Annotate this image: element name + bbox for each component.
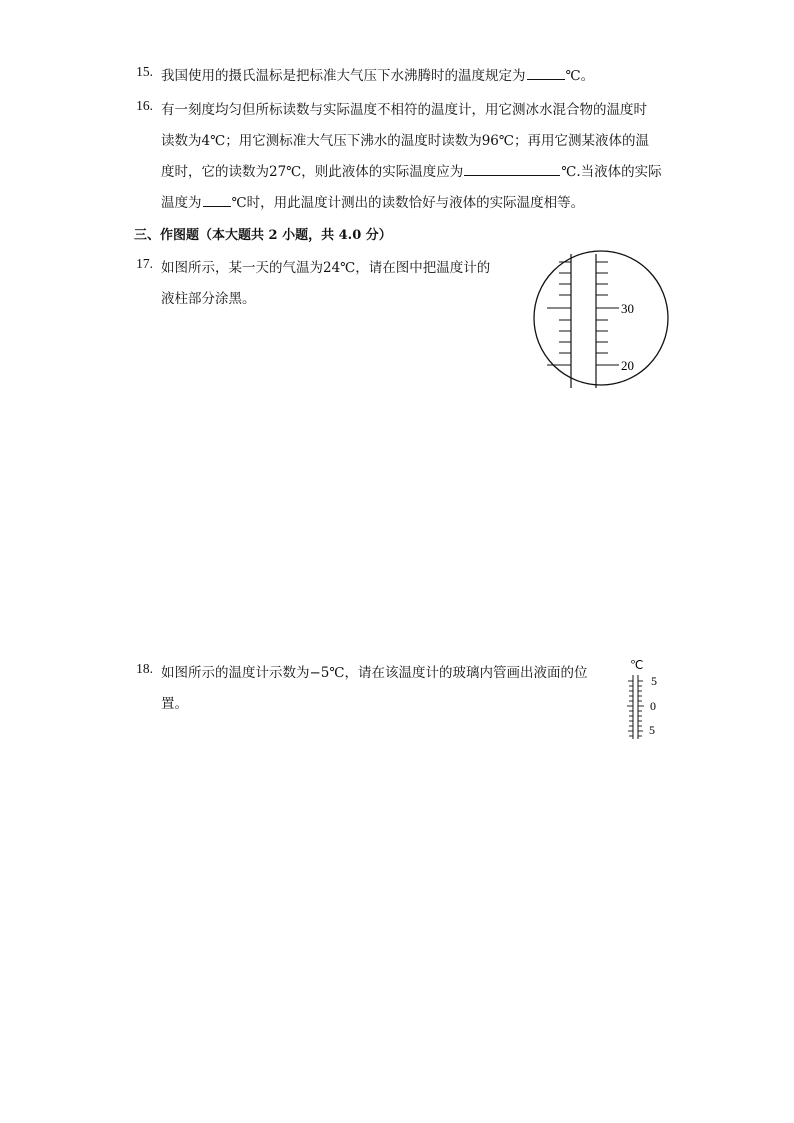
scale-label-30: 30 <box>621 301 634 316</box>
question-text-part: ℃.当液体的实际 <box>561 164 662 180</box>
question-number: 16. <box>136 98 153 113</box>
question-line: 有一刻度均匀但所标读数与实际温度不相符的温度计，用它测冰水混合物的温度时 <box>161 102 647 118</box>
scale-ticks <box>547 262 619 365</box>
answer-blank[interactable] <box>203 192 231 207</box>
thermometer-tube[interactable] <box>571 254 596 388</box>
thermometer-tube[interactable] <box>633 675 638 739</box>
question-line: 置。 <box>161 696 188 712</box>
unit-label: ℃ <box>630 658 644 672</box>
thermometer-figure[interactable] <box>515 248 695 394</box>
question-line: 读数为4℃；用它测标准大气压下沸水的温度时读数为96℃；再用它测某液体的温 <box>161 133 649 149</box>
question-number: 15. <box>136 64 153 79</box>
question-text <box>161 64 594 84</box>
small-thermometer-figure[interactable] <box>618 653 668 743</box>
question-number: 17. <box>136 256 153 271</box>
question-line: 如图所示，某一天的气温为24℃，请在图中把温度计的 <box>161 260 491 276</box>
scale-label-top: 5 <box>651 674 657 688</box>
section-heading: 三、作图题（本大题共 2 小题，共 4.0 分） <box>134 228 392 243</box>
answer-blank[interactable] <box>527 65 565 80</box>
question-text-part: ℃。 <box>565 68 595 84</box>
scale-label-20: 20 <box>621 358 634 373</box>
question-text-part: ℃时，用此温度计测出的读数恰好与液体的实际温度相等。 <box>231 195 585 211</box>
question-line <box>161 160 662 180</box>
scale-label-zero: 0 <box>650 699 656 713</box>
question-line: 液柱部分涂黑。 <box>161 291 256 307</box>
question-text-part: 度时，它的读数为27℃，则此液体的实际温度应为 <box>161 164 464 180</box>
answer-blank[interactable] <box>464 161 560 176</box>
question-text-part: 温度为 <box>161 195 202 211</box>
question-number: 18. <box>136 661 153 676</box>
question-line: 如图所示的温度计示数为−5℃，请在该温度计的玻璃内管画出液面的位 <box>161 665 588 681</box>
question-text-part: 我国使用的摄氏温标是把标准大气压下水沸腾时的温度规定为 <box>161 68 526 84</box>
question-line <box>161 191 584 211</box>
scale-ticks <box>627 681 644 736</box>
scale-label-bottom: 5 <box>649 723 655 737</box>
